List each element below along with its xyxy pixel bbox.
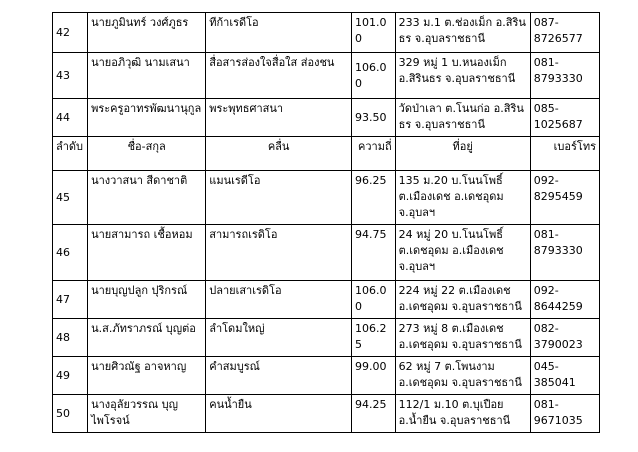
row-number: 46 — [53, 225, 88, 281]
address-cell: 329 หมู่ 1 บ.หนองเม็ก อ.สิรินธร จ.อุบลราชธานี — [395, 53, 530, 99]
header-phone: เบอร์โทร — [530, 137, 599, 171]
frequency-cell: 96.25 — [352, 171, 396, 225]
phone-cell: 081-8793330 — [530, 225, 599, 281]
table-row — [53, 13, 600, 53]
name-cell: นางอุลัยวรรณ บุญไพโรจน์ — [88, 395, 206, 433]
table-row — [53, 357, 600, 395]
address-cell: 224 หมู่ 22 ต.เมืองเดช อ.เดชอุดม จ.อุบลราชธานี — [395, 281, 530, 319]
address-cell: 24 หมู่ 20 บ.โนนโพธิ์ ต.เดชอุดม อ.เมืองเดช จ.อุบลฯ — [395, 225, 530, 281]
station-cell: คำสมบูรณ์ — [206, 357, 352, 395]
table-row — [53, 319, 600, 357]
row-number: 43 — [53, 53, 88, 99]
row-number: 47 — [53, 281, 88, 319]
table-row — [53, 225, 600, 281]
phone-cell: 082-3790023 — [530, 319, 599, 357]
phone-cell: 045-385041 — [530, 357, 599, 395]
address-cell: 233 ม.1 ต.ช่องเม็ก อ.สิรินธร จ.อุบลราชธานี — [395, 13, 530, 53]
frequency-cell: 94.75 — [352, 225, 396, 281]
name-cell: นายศิวณัฐ อาจหาญ — [88, 357, 206, 395]
station-cell: แมนเรดีโอ — [206, 171, 352, 225]
row-number: 45 — [53, 171, 88, 225]
station-cell: ปลายเสาเรดิโอ — [206, 281, 352, 319]
header-station: คลื่น — [206, 137, 352, 171]
name-cell: น.ส.ภัทราภรณ์ บุญต่อ — [88, 319, 206, 357]
frequency-cell: 106.0 0 — [352, 53, 396, 99]
address-cell: 62 หมู่ 7 ต.โพนงาม อ.เดชอุดม จ.อุบลราชธานี — [395, 357, 530, 395]
phone-cell: 081-9671035 — [530, 395, 599, 433]
header-name: ชื่อ-สกุล — [88, 137, 206, 171]
station-cell: พระพุทธศาสนา — [206, 99, 352, 137]
station-cell: สื่อสารส่องใจสื่อใส ส่องชน — [206, 53, 352, 99]
row-number: 42 — [53, 13, 88, 53]
row-number: 50 — [53, 395, 88, 433]
address-cell: 112/1 ม.10 ต.บุเปือย อ.น้ำยืน จ.อุบลราชธานี — [395, 395, 530, 433]
table-row — [53, 395, 600, 433]
header-number: ลำดับ — [53, 137, 88, 171]
name-cell: นายภูมินทร์ วงศ์ภูธร — [88, 13, 206, 53]
phone-cell: 092-8644259 — [530, 281, 599, 319]
phone-cell: 087-8726577 — [530, 13, 599, 53]
phone-cell: 081-8793330 — [530, 53, 599, 99]
name-cell: พระครูอาทรพัฒนานุกูล — [88, 99, 206, 137]
radio-stations-table — [52, 12, 600, 433]
phone-cell: 092-8295459 — [530, 171, 599, 225]
header-frequency: ความถี่ — [352, 137, 396, 171]
table-row — [53, 281, 600, 319]
row-number: 48 — [53, 319, 88, 357]
station-cell: คนน้ำยืน — [206, 395, 352, 433]
station-cell: ลำโดมใหญ่ — [206, 319, 352, 357]
name-cell: นายบุญปลูก ปุริกรณ์ — [88, 281, 206, 319]
name-cell: นางวาสนา สีดาชาติ — [88, 171, 206, 225]
table-row — [53, 171, 600, 225]
frequency-cell: 101.0 0 — [352, 13, 396, 53]
header-row — [53, 137, 600, 171]
name-cell: นายอภิวุฒิ นามเสนา — [88, 53, 206, 99]
header-address: ที่อยู่ — [395, 137, 530, 171]
row-number: 44 — [53, 99, 88, 137]
table-row — [53, 53, 600, 99]
station-cell: สามารถเรดิโอ — [206, 225, 352, 281]
station-cell: ทีก้าเรดีโอ — [206, 13, 352, 53]
frequency-cell: 106.2 5 — [352, 319, 396, 357]
frequency-cell: 94.25 — [352, 395, 396, 433]
address-cell: 273 หมู่ 8 ต.เมืองเดช อ.เดชอุดม จ.อุบลราชธานี — [395, 319, 530, 357]
address-cell: 135 ม.20 บ.โนนโพธิ์ ต.เมืองเดช อ.เดชอุดม จ.อุบลฯ — [395, 171, 530, 225]
phone-cell: 085-1025687 — [530, 99, 599, 137]
address-cell: วัดป่าเลา ต.โนนก่อ อ.สิรินธร จ.อุบลราชธานี — [395, 99, 530, 137]
table-row — [53, 99, 600, 137]
row-number: 49 — [53, 357, 88, 395]
frequency-cell: 93.50 — [352, 99, 396, 137]
frequency-cell: 99.00 — [352, 357, 396, 395]
frequency-cell: 106.0 0 — [352, 281, 396, 319]
name-cell: นายสามารถ เชื้อหอม — [88, 225, 206, 281]
